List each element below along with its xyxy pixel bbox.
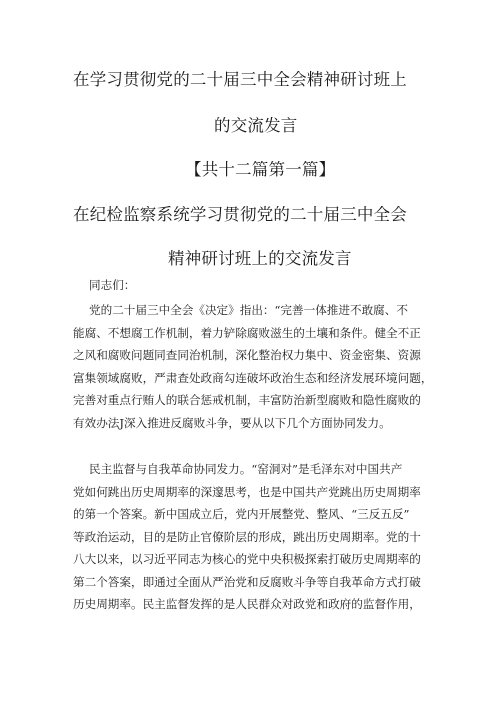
paragraph-line: 的第一个答案。新中国成立后，党内开展整党、整风、“三反五反” xyxy=(73,507,410,521)
paragraph-line: 有效办法J深入推进反腐败斗争，要从以下几个方面协同发力。 xyxy=(73,415,391,430)
paragraph-line: 八大以来，以习近平同志为核心的党中央积极探索打破历史周期率的 xyxy=(73,552,421,566)
subtitle-line: 精神研讨班上的交流发言 xyxy=(168,249,352,268)
paragraph-line: 党如何跳出历史周期率的深邃思考，也是中国共产党跳出历史周期率 xyxy=(73,484,421,499)
series-label: 【共十二篇第一篇】 xyxy=(185,160,336,179)
paragraph-line: 等政治运动，目的是防止官僚阶层的形成，跳出历史周期率。党的十 xyxy=(73,529,421,544)
paragraph-line: 历史周期率。民主监督发挥的是人民群众对政党和政府的监督作用， xyxy=(73,597,421,611)
paragraph-line: 党的二十届三中全会《决定》指出：“完善一体推进不敢腐、不 xyxy=(89,303,408,317)
title-line: 的交流发言 xyxy=(214,116,298,135)
paragraph-line: 之风和腐败问题同查同治机制，深化整治权力集中、资金密集、资源 xyxy=(73,348,421,362)
greeting: 同志们： xyxy=(89,278,136,292)
subtitle-line: 在纪检监察系统学习贯彻党的二十届三中全会 xyxy=(73,205,407,224)
paragraph-line: 完善对重点行贿人的联合惩戒机制，丰富防治新型腐败和隐性腐败的 xyxy=(73,393,421,407)
paragraph-line: 民主监督与自我革命协同发力。“窑洞对”是毛泽东对中国共产 xyxy=(89,462,403,476)
paragraph-line: 第二个答案，即通过全面从严治党和反腐败斗争等自我革命方式打破 xyxy=(73,574,421,589)
paragraph-line: 富集领域腐败，严肃查处政商勾连破坏政治生态和经济发展环境问题， xyxy=(73,370,433,385)
paragraph xyxy=(73,299,433,434)
title-line: 在学习贯彻党的二十届三中全会精神研讨班上 xyxy=(73,70,407,89)
paragraph xyxy=(73,458,433,616)
paragraph-line: 能腐、不想腐工作机制，着力铲除腐败滋生的土壤和条件。健全不正 xyxy=(73,325,421,340)
